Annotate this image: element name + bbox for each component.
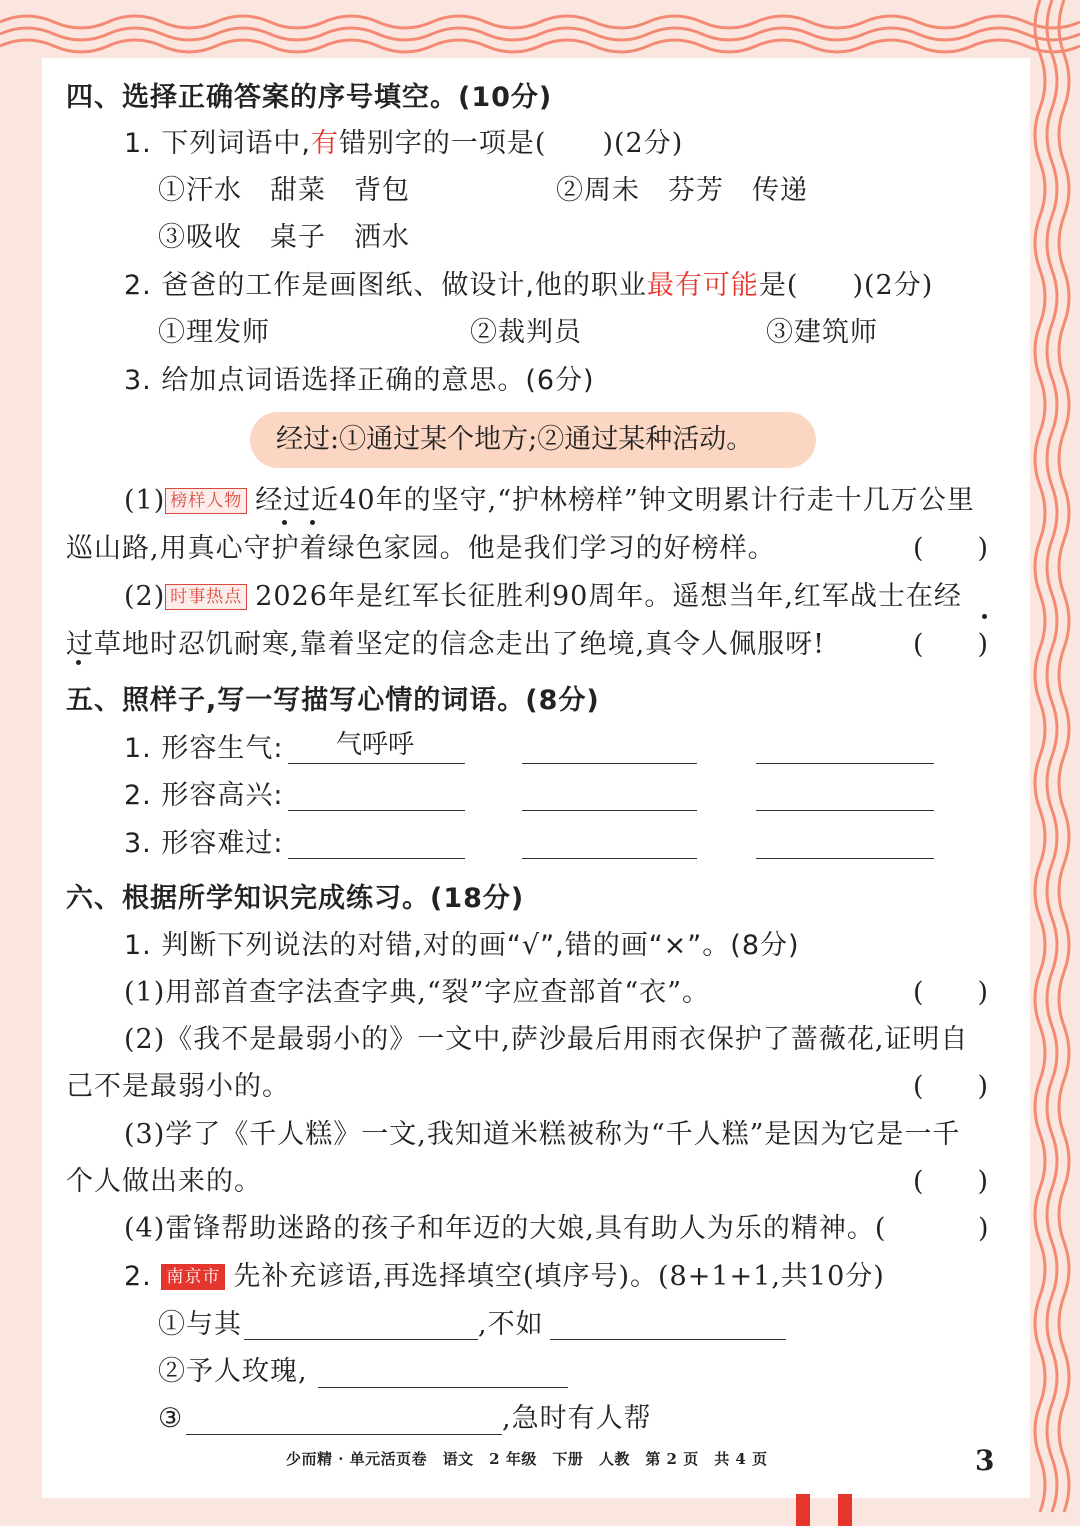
answer-line[interactable]: [288, 763, 465, 764]
judge-item-3: (3)学了《千人糕》一文,我知道米糕被称为“千人糕”是因为它是一千: [124, 1119, 961, 1150]
question-6-2: [124, 1259, 885, 1295]
answer-line[interactable]: [244, 1339, 478, 1340]
emphasis-dot: [310, 520, 315, 525]
section-5-title: 五、照样子,写一写描写心情的词语。(8分): [66, 685, 600, 716]
option-2: ②裁判员: [470, 317, 582, 348]
example-answer: 气呼呼: [336, 730, 415, 760]
binding-tab: [796, 1494, 810, 1526]
emphasis-dot: [76, 660, 81, 665]
question-4-3: 3. 给加点词语选择正确的意思。(6分): [124, 365, 595, 396]
question-4-1-text-b: 错别字的一项是(: [338, 128, 547, 159]
definition-text: 经过:①通过某个地方;②通过某种活动。: [276, 424, 754, 455]
question-6-1: 1. 判断下列说法的对错,对的画“√”,错的画“×”。(8分): [124, 930, 800, 961]
question-4-1: [124, 126, 683, 162]
page-number: 3: [975, 1444, 995, 1477]
tag-current-events: 时事热点: [165, 584, 247, 610]
question-6-2-text: 先补充谚语,再选择填空(填序号)。(8+1+1,共10分): [233, 1261, 885, 1292]
judge-item-2-cont: 己不是最弱小的。: [66, 1071, 290, 1102]
page-footer: 少而精 · 单元活页卷 语文 2 年级 下册 人教 第 2 页 共 4 页: [286, 1450, 768, 1468]
row-sad-label: 3. 形容难过:: [124, 828, 284, 859]
sub-item-1: [124, 483, 975, 519]
question-4-2-text: 2. 爸爸的工作是画图纸、做设计,他的职业: [124, 270, 647, 301]
judge-item-2: (2)《我不是最弱小的》一文中,萨沙最后用雨衣保护了蔷薇花,证明自: [124, 1024, 969, 1055]
row-happy-label: 2. 形容高兴:: [124, 780, 284, 811]
option-1: ①汗水 甜菜 背包: [158, 175, 410, 206]
proverb-3-end: ,急时有人帮: [502, 1403, 652, 1434]
answer-paren[interactable]: ( ): [913, 533, 989, 564]
sub-item-1-cont: 巡山路,用真心守护着绿色家园。他是我们学习的好榜样。: [66, 533, 776, 564]
answer-line[interactable]: [550, 1339, 786, 1340]
proverb-1-start: ①与其: [158, 1309, 242, 1340]
answer-paren[interactable]: ( ): [913, 977, 989, 1008]
answer-line[interactable]: [756, 763, 934, 764]
option-3: ③建筑师: [766, 317, 878, 348]
judge-item-1: (1)用部首查字法查字典,“裂”字应查部首“衣”。: [124, 977, 711, 1008]
question-4-2: [124, 268, 933, 304]
answer-paren[interactable]: ( ): [913, 629, 989, 660]
sub-item-2: [124, 579, 962, 615]
question-4-1-score: )(2分): [602, 128, 684, 159]
sub-item-2-cont: 过草地时忍饥耐寒,靠着坚定的信念走出了绝境,真令人佩服呀!: [66, 629, 826, 660]
answer-paren[interactable]: ( ): [913, 1071, 989, 1102]
emphasis-dot: [282, 520, 287, 525]
sub-item-1-number: (1): [124, 485, 166, 516]
emphasis-dot: [982, 614, 987, 619]
answer-line[interactable]: [522, 763, 697, 764]
tag-nanjing: 南京市: [161, 1264, 225, 1290]
question-4-2-score: )(2分): [852, 270, 934, 301]
answer-line[interactable]: [756, 810, 934, 811]
section-4-title: 四、选择正确答案的序号填空。(10分): [66, 82, 553, 113]
question-4-1-highlight: 有: [310, 128, 339, 159]
binding-tab: [838, 1494, 852, 1526]
answer-line[interactable]: [522, 858, 697, 859]
answer-line[interactable]: [318, 1387, 568, 1388]
question-6-2-number: 2.: [124, 1261, 152, 1292]
tag-role-model: 榜样人物: [165, 488, 247, 514]
option-1: ①理发师: [158, 317, 270, 348]
answer-line[interactable]: [288, 810, 465, 811]
sub-item-2-number: (2): [124, 581, 166, 612]
proverb-1-mid: ,不如: [478, 1309, 544, 1340]
row-angry-label: 1. 形容生气:: [124, 733, 284, 764]
question-4-2-text-b: 是(: [758, 270, 799, 301]
answer-paren-close[interactable]: ): [978, 1213, 989, 1244]
section-6-title: 六、根据所学知识完成练习。(18分): [66, 883, 525, 914]
proverb-3-start: ③: [158, 1403, 184, 1434]
judge-item-3-cont: 个人做出来的。: [66, 1166, 262, 1197]
answer-line[interactable]: [186, 1434, 502, 1435]
answer-line[interactable]: [756, 858, 934, 859]
sub-item-2-text: 2026年是红军长征胜利90周年。遥想当年,红军战士在经: [255, 581, 962, 612]
answer-line[interactable]: [288, 858, 465, 859]
proverb-2-start: ②予人玫瑰,: [158, 1356, 308, 1387]
answer-paren[interactable]: ( ): [913, 1166, 989, 1197]
sub-item-1-text: 经过近40年的坚守,“护林榜样”钟文明累计行走十几万公里: [255, 485, 975, 516]
answer-line[interactable]: [522, 810, 697, 811]
judge-item-4: (4)雷锋帮助迷路的孩子和年迈的大娘,具有助人为乐的精神。(: [124, 1213, 887, 1244]
question-4-1-text: 1. 下列词语中,: [124, 128, 311, 159]
option-3: ③吸收 桌子 洒水: [158, 222, 410, 253]
option-2: ②周未 芬芳 传递: [556, 175, 808, 206]
question-4-2-highlight: 最有可能: [646, 270, 759, 301]
